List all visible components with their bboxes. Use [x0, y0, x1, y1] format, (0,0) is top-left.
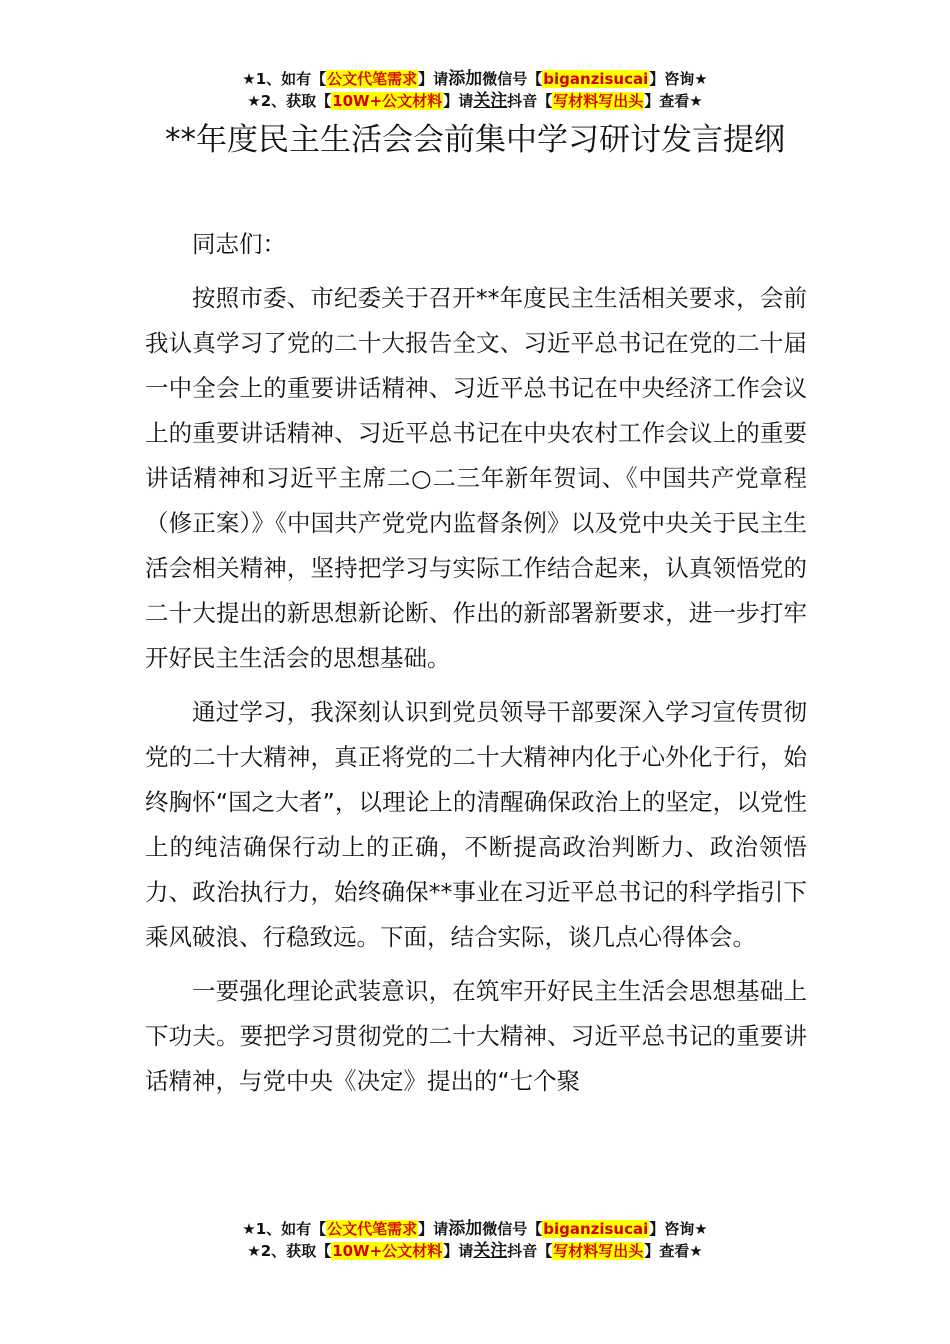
banner-douyin-id: 写材料写出头	[553, 1242, 644, 1260]
banner-highlight: 公文代笔需求	[327, 70, 418, 88]
header-banner	[0, 68, 950, 112]
banner-wechat-id: biganzisucai	[543, 1220, 649, 1238]
banner-highlight: 10W+公文材料	[332, 92, 443, 110]
footer-banner	[0, 1218, 950, 1262]
document-title: **年度民主生活会会前集中学习研讨发言提纲	[165, 122, 785, 158]
body-paragraph: 一要强化理论武装意识，在筑牢开好民主生活会思想基础上下功夫。要把学习贯彻党的二十大精神、习近平总书记的重要讲话精神，与党中央《决定》提出的“七个聚	[145, 977, 807, 1095]
banner-line-1: ★1、如有【公文代笔需求】请添加微信号【biganzisucai】咨询★	[242, 1219, 708, 1239]
banner-line-1: ★1、如有【公文代笔需求】请添加微信号【biganzisucai】咨询★	[242, 69, 708, 89]
document-body	[145, 222, 807, 1113]
banner-highlight: 10W+公文材料	[332, 1242, 443, 1260]
body-paragraph: 通过学习，我深刻认识到党员领导干部要深入学习宣传贯彻党的二十大精神，真正将党的二十大精神内化于心外化于行，始终胸怀“国之大者”，以理论上的清醒确保政治上的坚定，以党性上的纯洁确保行动上的正确，不断提高政治判断力、政治领悟力、政治执行力，始终确保**事业在习近平总书记的科学指引下乘风破浪、行稳致远。下面，结合实际，谈几点心得体会。	[145, 698, 807, 951]
salutation: 同志们：	[192, 230, 286, 258]
body-paragraph: 按照市委、市纪委关于召开**年度民主生活相关要求，会前我认真学习了党的二十大报告全文、习近平总书记在党的二十届一中全会上的重要讲话精神、习近平总书记在中央经济工作会议上的重要讲话精神、习近平总书记在中央农村工作会议上的重要讲话精神和习近平主席二○二三年新年贺词、《中国共产党章程（修正案）》《中国共产党党内监督条例》以及党中央关于民主生活会相关精神，坚持把学习与实际工作结合起来，认真领悟党的二十大提出的新思想新论断、作出的新部署新要求，进一步打牢开好民主生活会的思想基础。	[145, 284, 807, 672]
banner-highlight: 公文代笔需求	[327, 1220, 418, 1238]
banner-line-2: ★2、获取【10W+公文材料】请关注抖音【写材料写出头】查看★	[247, 91, 703, 111]
banner-wechat-id: biganzisucai	[543, 70, 649, 88]
banner-douyin-id: 写材料写出头	[553, 92, 644, 110]
banner-line-2: ★2、获取【10W+公文材料】请关注抖音【写材料写出头】查看★	[247, 1241, 703, 1261]
